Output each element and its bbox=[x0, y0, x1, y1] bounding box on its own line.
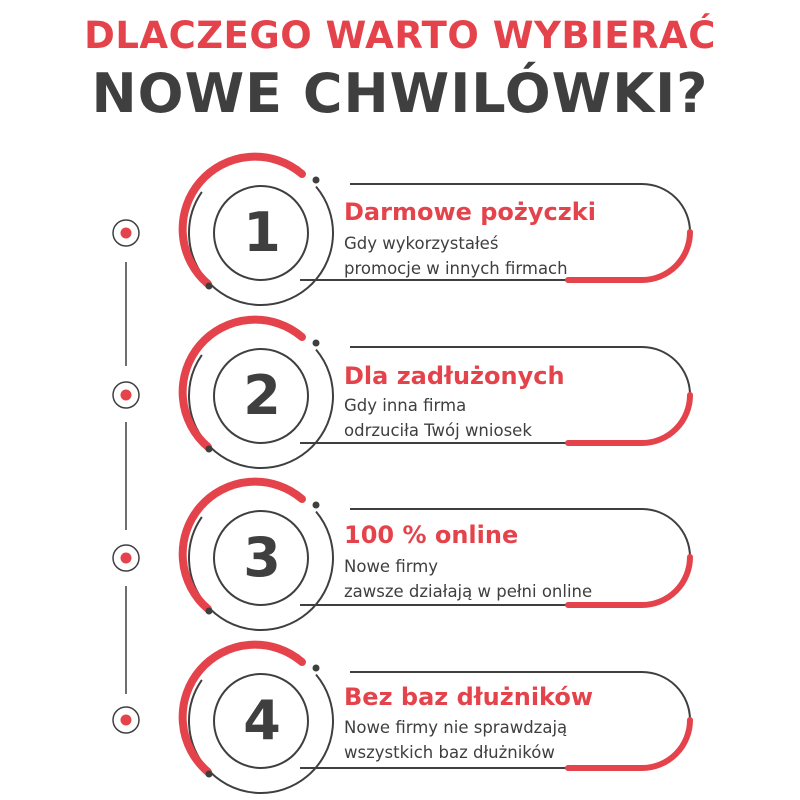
pill-accent-4 bbox=[568, 720, 690, 768]
item-1-number: 1 bbox=[243, 201, 281, 264]
item-2-title: Dla zadłużonych bbox=[344, 362, 565, 390]
item-3-number: 3 bbox=[243, 526, 281, 589]
item-4-number: 4 bbox=[243, 689, 281, 752]
item-1-title: Darmowe pożyczki bbox=[344, 198, 596, 226]
item-4-title: Bez baz dłużników bbox=[344, 683, 594, 711]
item-1-desc-line2: promocje w innych firmach bbox=[344, 259, 568, 278]
timeline-dot-4 bbox=[113, 707, 139, 733]
item-3-title: 100 % online bbox=[344, 521, 519, 549]
timeline-dot-3 bbox=[113, 545, 139, 571]
pill-accent-2 bbox=[568, 395, 690, 443]
headline-main: NOWE CHWILÓWKI? bbox=[91, 62, 709, 125]
item-2-desc-line1: Gdy inna firma bbox=[344, 396, 467, 415]
item-1-desc-line1: Gdy wykorzystałeś bbox=[344, 234, 499, 253]
item-2-number: 2 bbox=[243, 364, 281, 427]
headline-top: DLACZEGO WARTO WYBIERAĆ bbox=[84, 14, 716, 57]
item-4-desc-line2: wszystkich baz dłużników bbox=[344, 743, 555, 762]
pill-accent-1 bbox=[568, 232, 690, 280]
timeline-dot-1 bbox=[113, 220, 139, 246]
item-4-desc-line1: Nowe firmy nie sprawdzają bbox=[344, 718, 568, 737]
item-3-desc-line2: zawsze działają w pełni online bbox=[344, 582, 593, 601]
timeline-dot-2 bbox=[113, 382, 139, 408]
item-2-desc-line2: odrzuciła Twój wniosek bbox=[344, 421, 532, 440]
item-3-desc-line1: Nowe firmy bbox=[344, 557, 439, 576]
